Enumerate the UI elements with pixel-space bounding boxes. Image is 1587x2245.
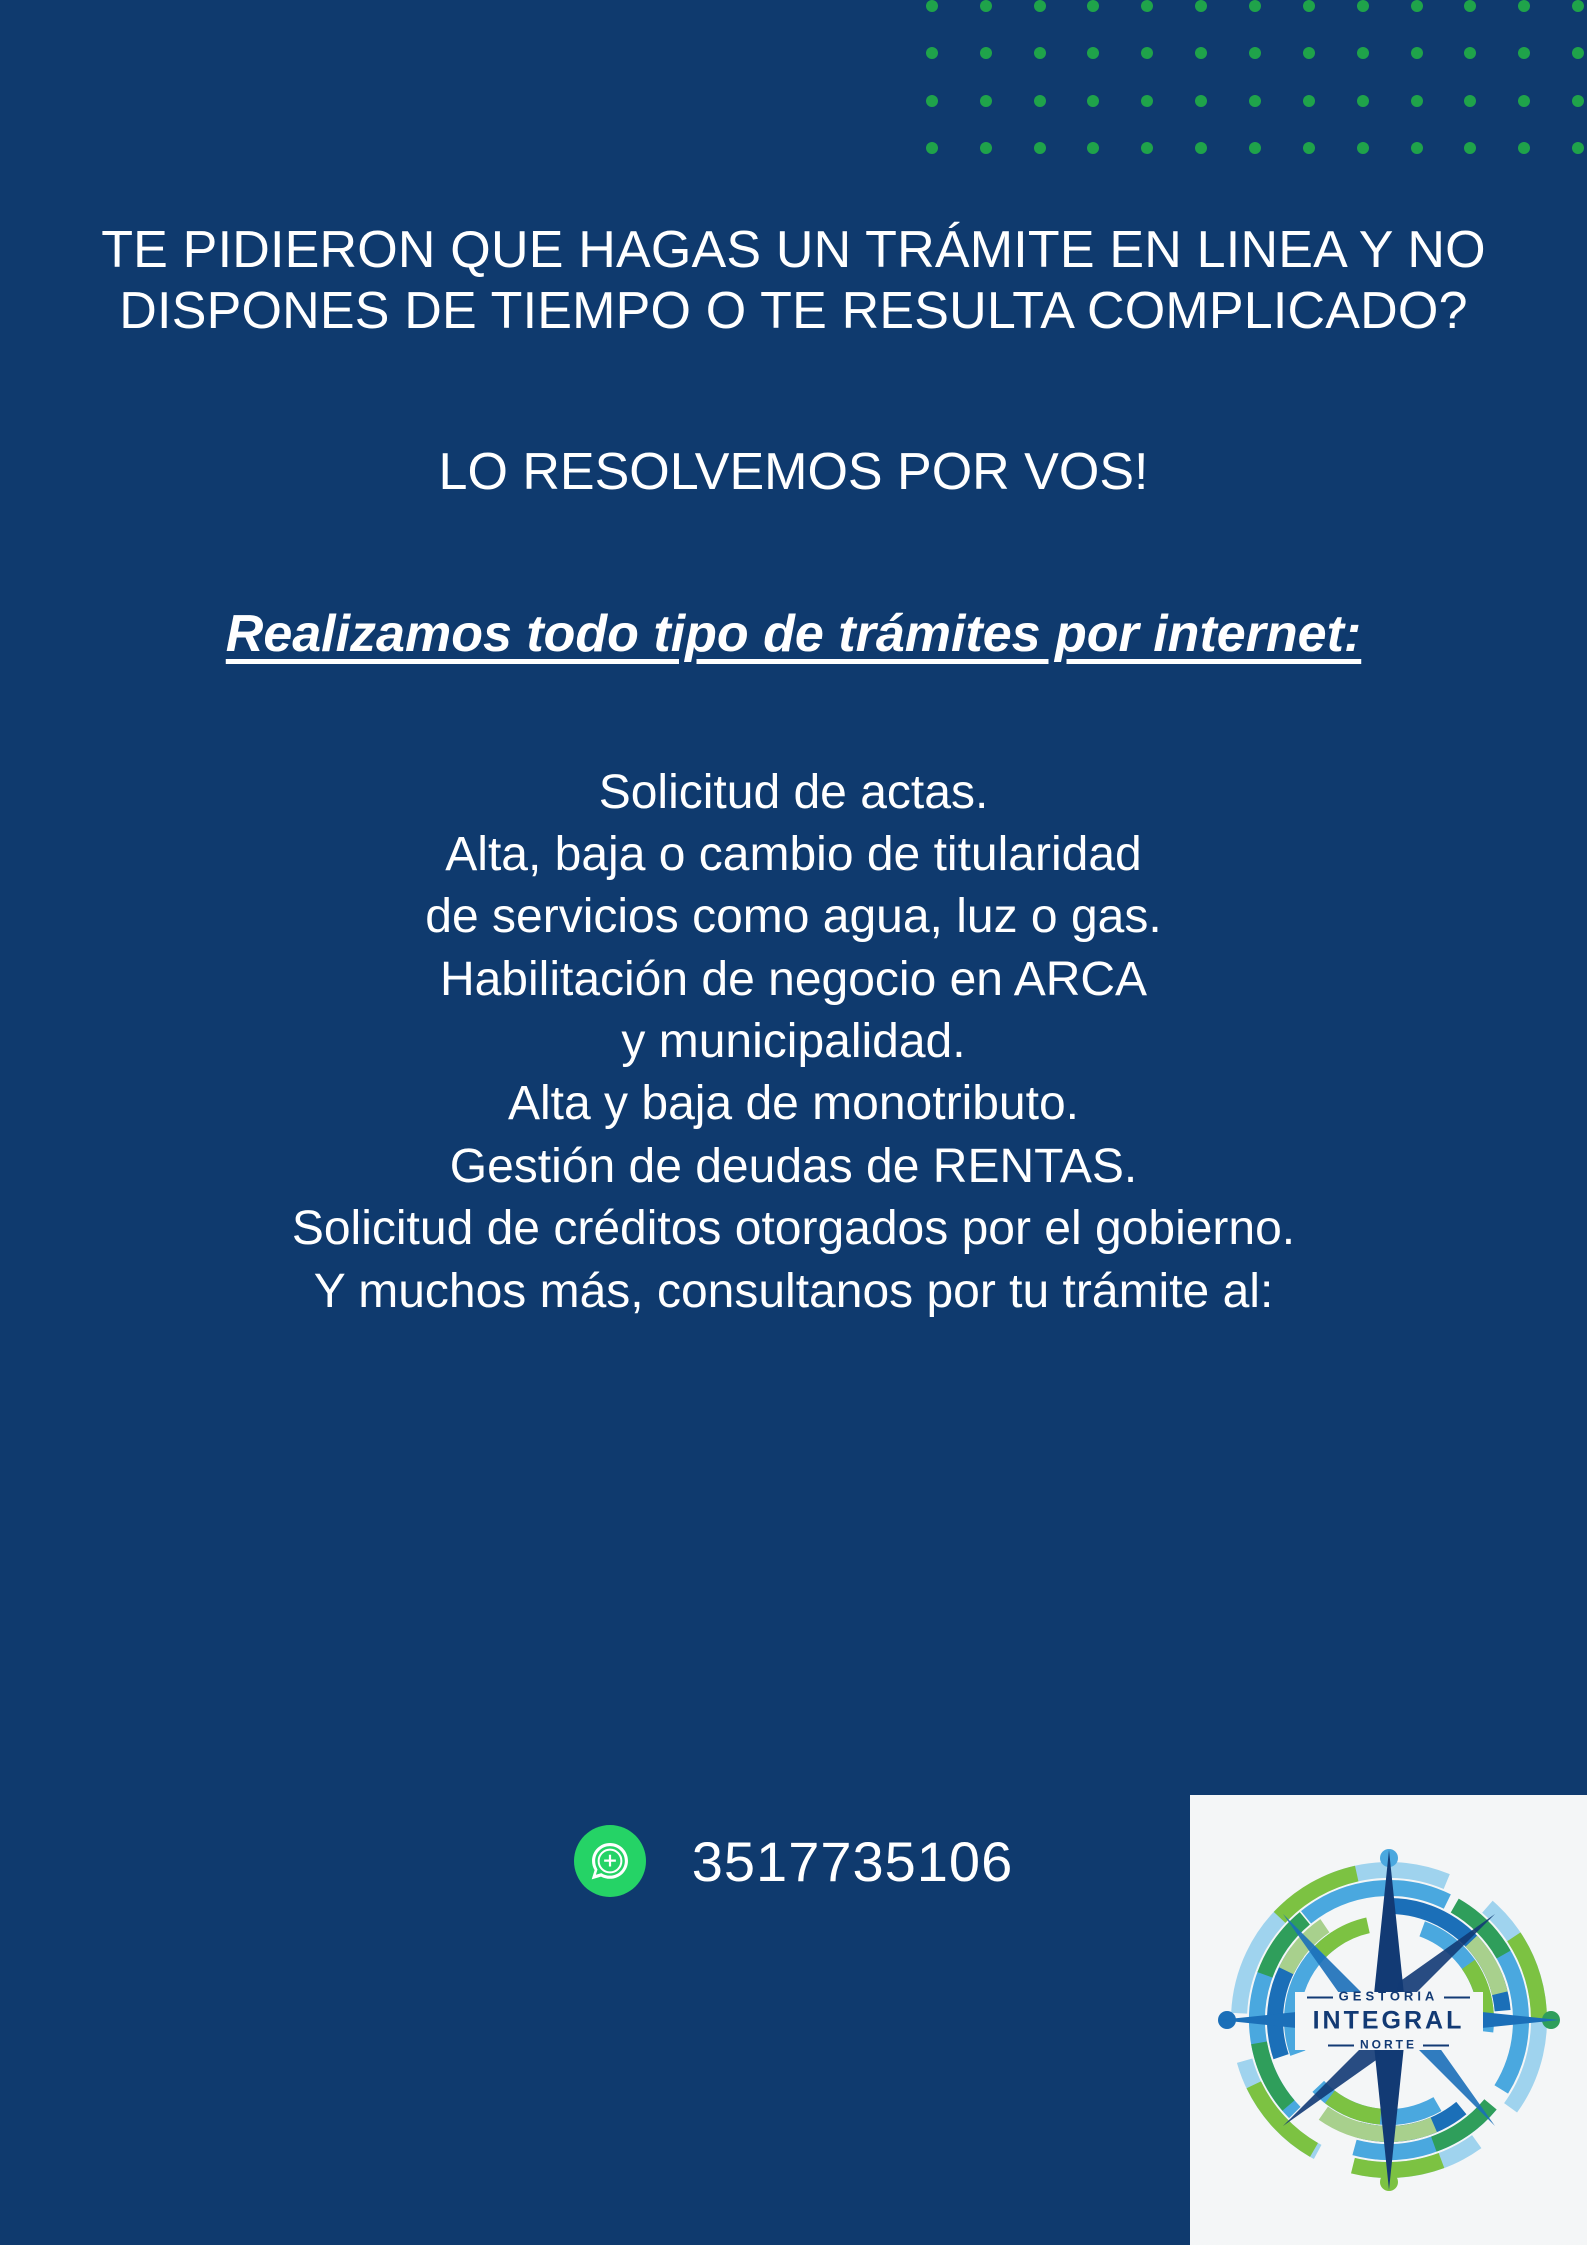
logo-main-text: INTEGRAL bbox=[1312, 2006, 1465, 2035]
list-item: de servicios como agua, luz o gas. bbox=[425, 890, 1162, 944]
dot bbox=[1087, 47, 1099, 59]
dot bbox=[926, 142, 938, 154]
dot bbox=[1141, 0, 1153, 12]
dot bbox=[926, 95, 938, 107]
phone-number[interactable]: 3517735106 bbox=[691, 1829, 1014, 1893]
logo-card bbox=[1190, 1795, 1587, 2245]
dot bbox=[1034, 95, 1046, 107]
dot bbox=[1411, 47, 1423, 59]
dot bbox=[1518, 95, 1530, 107]
compass-rose-icon bbox=[1209, 1840, 1569, 2200]
dot bbox=[1303, 95, 1315, 107]
dot bbox=[926, 0, 938, 12]
dot bbox=[1249, 142, 1261, 154]
dot bbox=[1249, 47, 1261, 59]
dot bbox=[1303, 47, 1315, 59]
decorative-dot-grid bbox=[905, 0, 1587, 172]
dot bbox=[1195, 0, 1207, 12]
dot bbox=[1249, 95, 1261, 107]
list-item: y municipalidad. bbox=[621, 1015, 966, 1069]
list-item: Habilitación de negocio en ARCA bbox=[439, 952, 1148, 1006]
dot bbox=[1411, 0, 1423, 12]
list-item: Gestión de deudas de RENTAS. bbox=[449, 1139, 1138, 1193]
dot bbox=[1572, 0, 1584, 12]
dot bbox=[1249, 0, 1261, 12]
dot bbox=[980, 142, 992, 154]
dot bbox=[1303, 0, 1315, 12]
dot bbox=[1195, 95, 1207, 107]
dot bbox=[1087, 0, 1099, 12]
dot bbox=[1141, 142, 1153, 154]
dot bbox=[1357, 142, 1369, 154]
list-item: Y muchos más, consultanos por tu trámite al: bbox=[313, 1264, 1274, 1318]
dot bbox=[1357, 0, 1369, 12]
dot bbox=[1357, 95, 1369, 107]
list-item: Solicitud de créditos otorgados por el gobierno. bbox=[291, 1202, 1296, 1256]
dot bbox=[1195, 47, 1207, 59]
dot bbox=[1303, 142, 1315, 154]
dot bbox=[980, 0, 992, 12]
dot bbox=[980, 47, 992, 59]
logo-bottom-text: NORTE bbox=[1360, 2037, 1417, 2052]
dot bbox=[1087, 142, 1099, 154]
poster-content bbox=[0, 220, 1587, 1323]
list-item: Alta, baja o cambio de titularidad bbox=[445, 827, 1142, 881]
dot bbox=[1464, 47, 1476, 59]
dot bbox=[1464, 142, 1476, 154]
logo-top-text: GESTORIA bbox=[1338, 1988, 1439, 2004]
list-item: Solicitud de actas. bbox=[598, 765, 989, 819]
whatsapp-icon[interactable] bbox=[574, 1825, 646, 1897]
emphasis-line: Realizamos todo tipo de trámites por internet: bbox=[225, 605, 1362, 664]
dot bbox=[1034, 142, 1046, 154]
dot bbox=[926, 47, 938, 59]
list-item: Alta y baja de monotributo. bbox=[507, 1077, 1079, 1131]
dot bbox=[1518, 47, 1530, 59]
headline: TE PIDIERON QUE HAGAS UN TRÁMITE EN LINEA Y NO DISPONES DE TIEMPO O TE RESULTA COMPLICADO? bbox=[101, 221, 1486, 341]
dot bbox=[1034, 0, 1046, 12]
service-list bbox=[0, 762, 1587, 1324]
dot bbox=[1195, 142, 1207, 154]
dot bbox=[1518, 0, 1530, 12]
dot bbox=[1518, 142, 1530, 154]
dot bbox=[1034, 47, 1046, 59]
dot bbox=[1357, 47, 1369, 59]
dot bbox=[1141, 95, 1153, 107]
dot bbox=[1141, 47, 1153, 59]
dot bbox=[1572, 47, 1584, 59]
subheadline: LO RESOLVEMOS POR VOS! bbox=[438, 442, 1149, 501]
dot bbox=[980, 95, 992, 107]
dot bbox=[1572, 142, 1584, 154]
company-logo bbox=[1209, 1840, 1569, 2200]
dot bbox=[1411, 142, 1423, 154]
dot bbox=[1464, 95, 1476, 107]
dot bbox=[1411, 95, 1423, 107]
dot bbox=[1464, 0, 1476, 12]
dot bbox=[1572, 95, 1584, 107]
dot bbox=[1087, 95, 1099, 107]
